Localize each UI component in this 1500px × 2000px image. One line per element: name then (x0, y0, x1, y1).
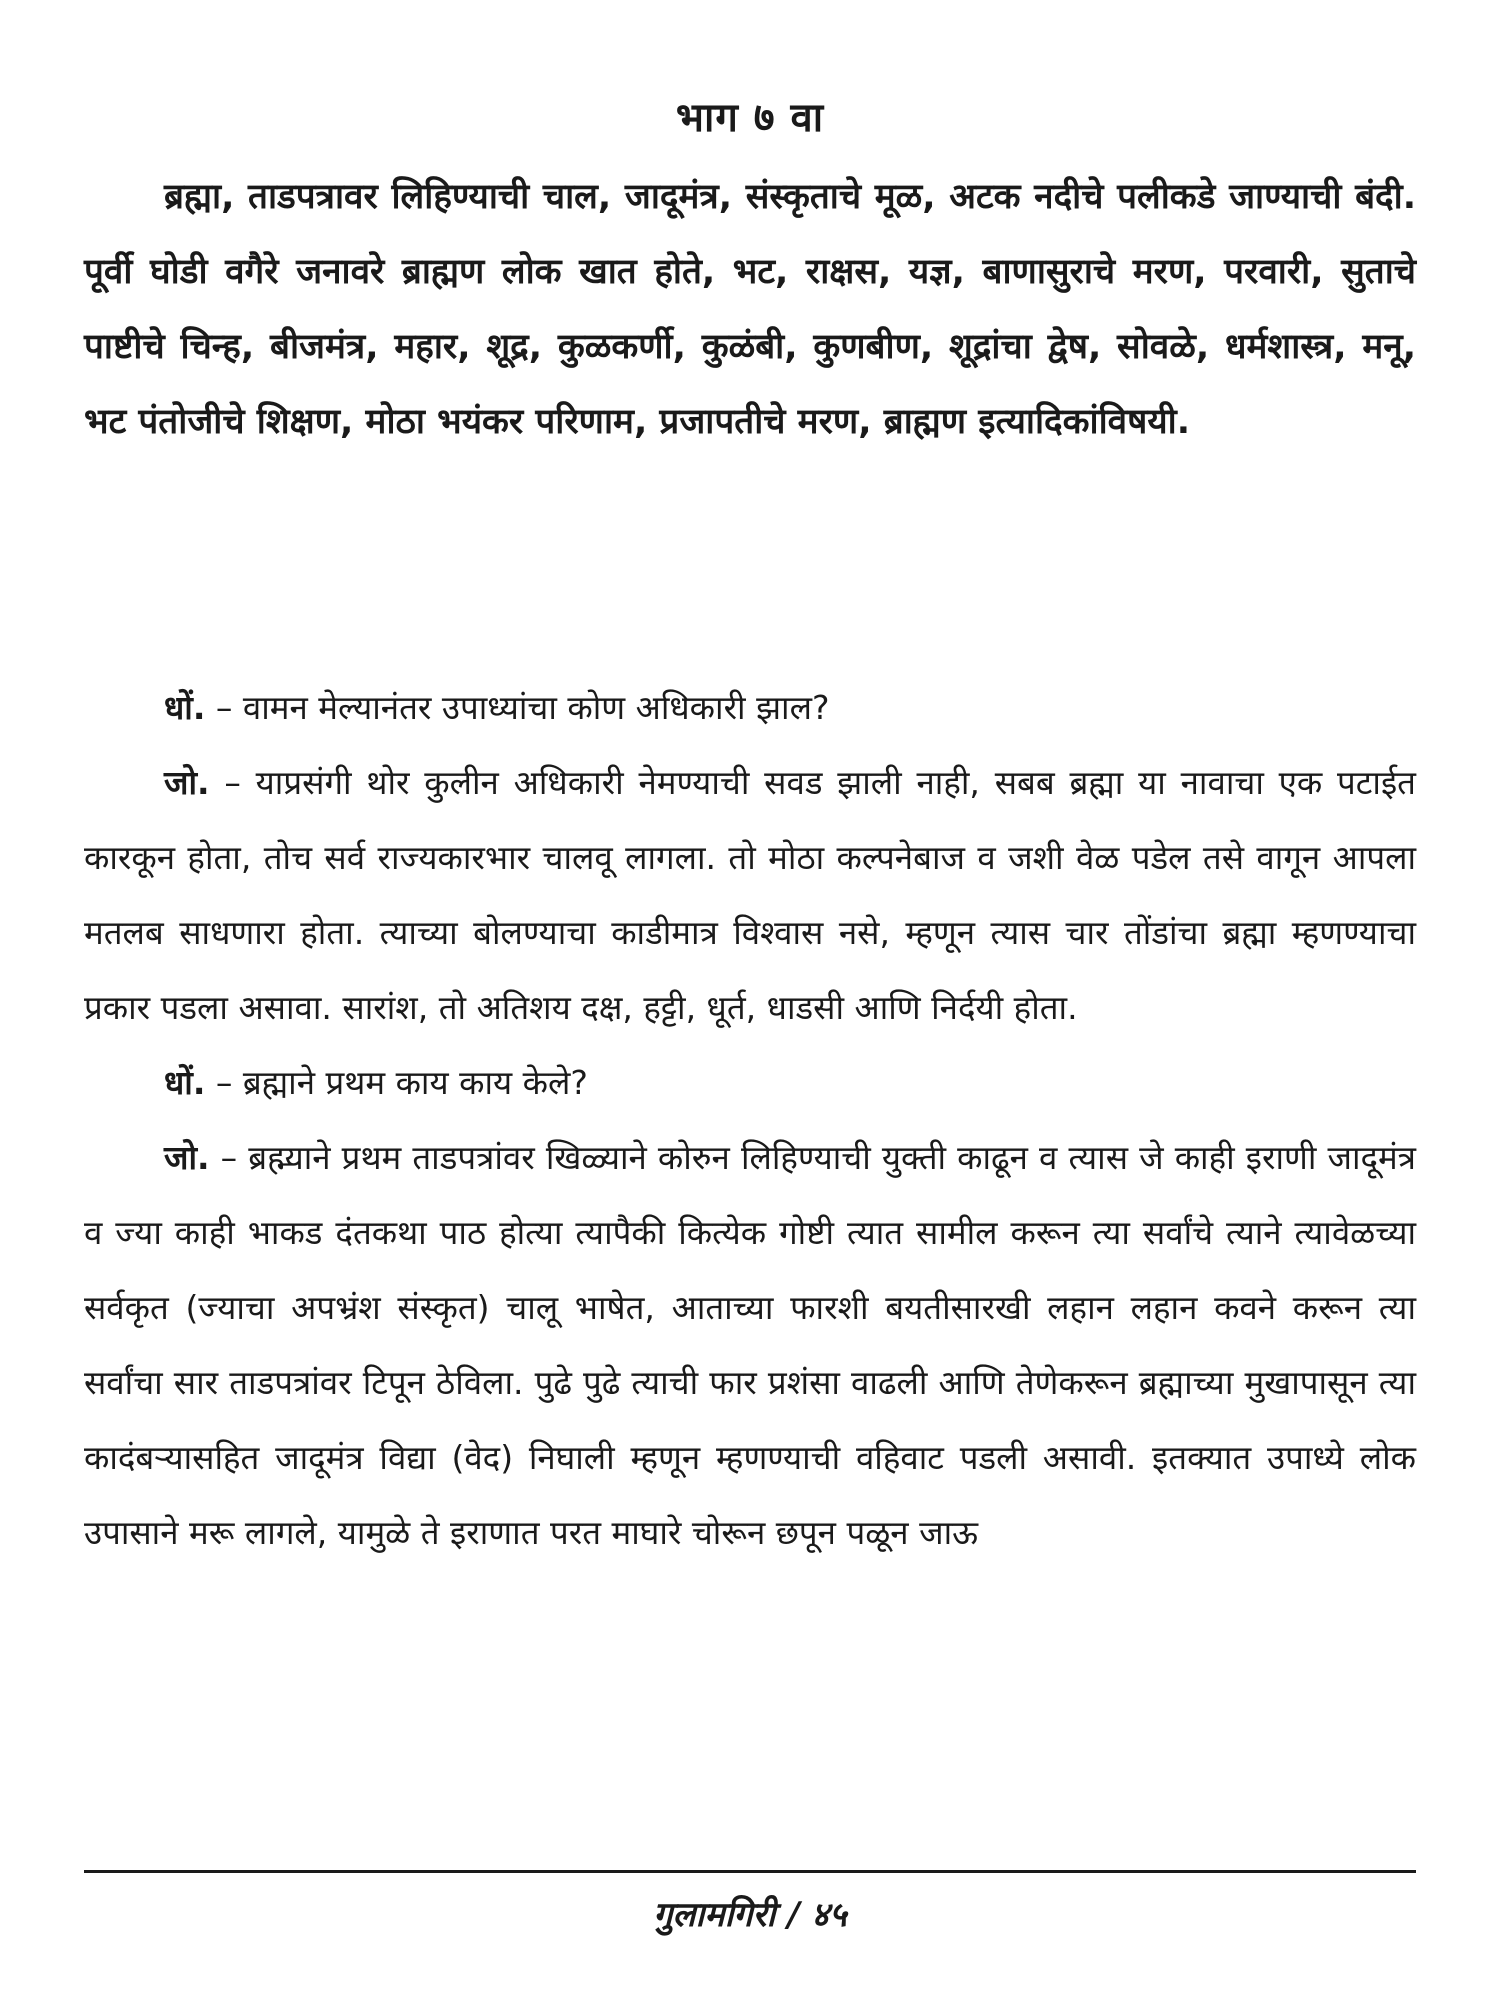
page-footer: गुलामगिरी / ४५ (653, 1895, 847, 1935)
speaker-label: धों. (164, 688, 206, 727)
dialogue-paragraph (84, 1045, 1416, 1120)
speaker-label: जो. (164, 763, 210, 802)
dialogue-text: – ब्रह्म्याने प्रथम ताडपत्रांवर खिळ्याने कोरुन लिहिण्याची युक्ती काढून व त्यास जे काही इराणी जादूमंत्र व ज्या काही भाकड दंतकथा पाठ होत्या त्यापैकी कित्येक गोष्टी त्यात सामील करून त्या सर्वांचे त्याने त्यावेळच्या सर्वकृत (ज्याचा अपभ्रंश संस्कृत) चालू भाषेत, आताच्या फारशी बयतीसारखी लहान लहान कवने करून त्या सर्वांचा सार ताडपत्रांवर टिपून ठेविला. पुढे पुढे त्याची फार प्रशंसा वाढली आणि तेणेकरून ब्रह्माच्या मुखापासून त्या कादंबऱ्यासहित जादूमंत्र विद्या (वेद) निघाली म्हणून म्हणण्याची वहिवाट पडली असावी. इतक्यात उपाध्ये लोक उपासाने मरू लागले, यामुळे ते इराणात परत माघारे चोरून छपून पळून जाऊ (84, 1138, 1416, 1552)
dialogue-paragraph (84, 1120, 1416, 1570)
dialogue-section (84, 670, 1416, 1570)
dialogue-paragraph (84, 670, 1416, 745)
dialogue-text: – वामन मेल्यानंतर उपाध्यांचा कोण अधिकारी झाल? (205, 688, 830, 727)
speaker-label: जो. (164, 1138, 210, 1177)
dialogue-paragraph (84, 745, 1416, 1045)
chapter-title: भाग ७ वा (675, 95, 825, 141)
footer-divider (84, 1870, 1416, 1873)
dialogue-text: – याप्रसंगी थोर कुलीन अधिकारी नेमण्याची सवड झाली नाही, सबब ब्रह्मा या नावाचा एक पटाईत कारकून होता, तोच सर्व राज्यकारभार चालवू लागला. तो मोठा कल्पनेबाज व जशी वेळ पडेल तसे वागून आपला मतलब साधणारा होता. त्याच्या बोलण्याचा काडीमात्र विश्वास नसे, म्हणून त्यास चार तोंडांचा ब्रह्मा म्हणण्याचा प्रकार पडला असावा. सारांश, तो अतिशय दक्ष, हट्टी, धूर्त, धाडसी आणि निर्दयी होता. (84, 763, 1416, 1027)
speaker-label: धों. (164, 1063, 206, 1102)
chapter-summary: ब्रह्मा, ताडपत्रावर लिहिण्याची चाल, जादूमंत्र, संस्कृताचे मूळ, अटक नदीचे पलीकडे जाण्याची बंदी. पूर्वी घोडी वगैरे जनावरे ब्राह्मण लोक खात होते, भट, राक्षस, यज्ञ, बाणासुराचे मरण, परवारी, सुताचे पाष्टीचे चिन्ह, बीजमंत्र, महार, शूद्र, कुळकर्णी, कुळंबी, कुणबीण, शूद्रांचा द्वेष, सोवळे, धर्मशास्त्र, मनू, भट पंतोजीचे शिक्षण, मोठा भयंकर परिणाम, प्रजापतीचे मरण, ब्राह्मण इत्यादिकांविषयी. (84, 177, 1416, 442)
dialogue-text: – ब्रह्माने प्रथम काय काय केले? (205, 1063, 588, 1102)
